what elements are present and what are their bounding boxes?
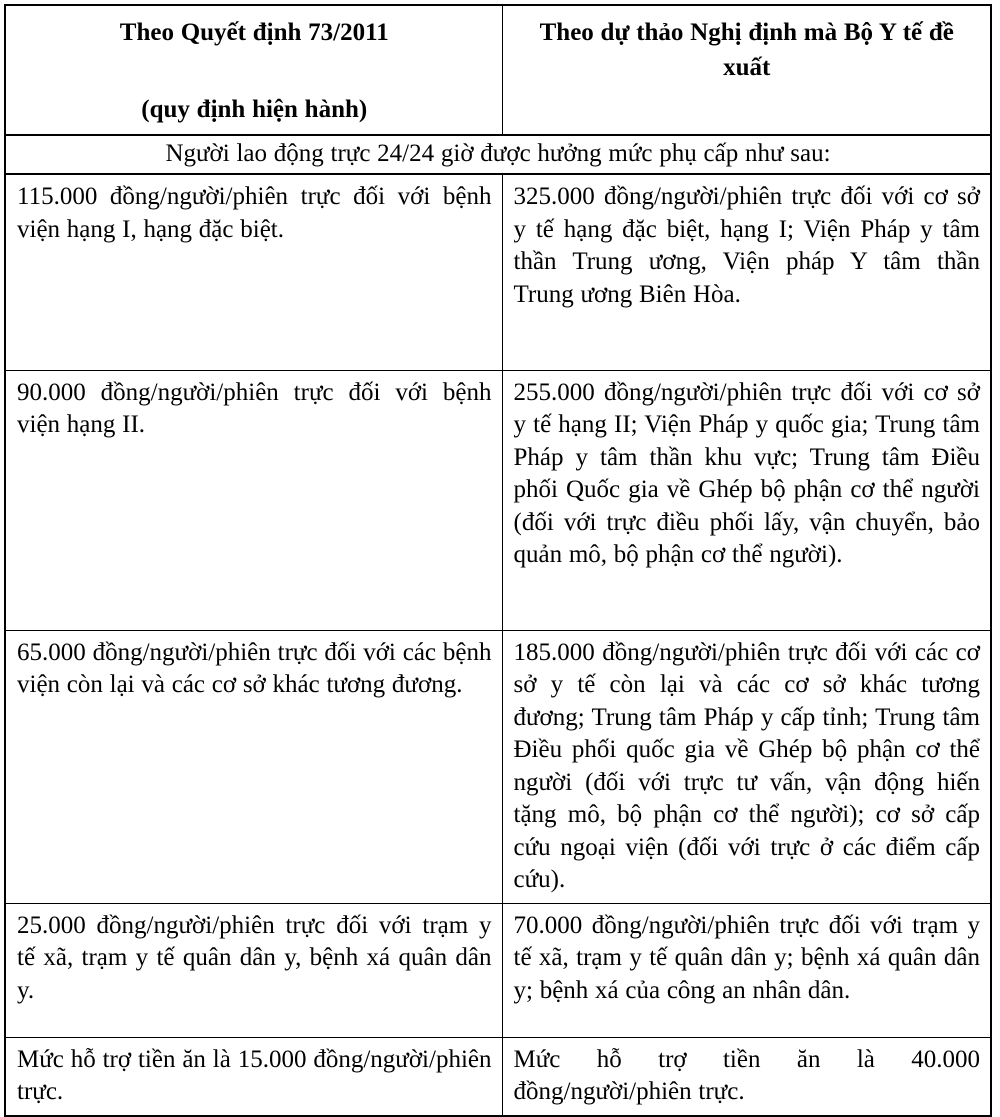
header-cell-proposal xyxy=(502,5,991,135)
cell-current-5-text: Mức hỗ trợ tiền ăn là 15.000 đồng/người/phiên trực. xyxy=(17,1045,492,1105)
cell-current-2 xyxy=(5,370,502,630)
cell-current-4 xyxy=(5,903,502,1037)
cell-current-1 xyxy=(5,174,502,370)
cell-current-4-text: 25.000 đồng/người/phiên trực đối với trạm y tế xã, trạm y tế quân dân y, bệnh xá quân dân y. xyxy=(17,911,492,1004)
comparison-table xyxy=(4,4,992,1117)
cell-current-5 xyxy=(5,1037,502,1116)
cell-current-1-text: 115.000 đồng/người/phiên trực đối với bệnh viện hạng I, hạng đặc biệt. xyxy=(17,183,492,243)
cell-proposal-2-text: 255.000 đồng/người/phiên trực đối với cơ sở y tế hạng II; Viện Pháp y quốc gia; Trung tâm Pháp y tâm thần khu vực; Trung tâm Điều phối Quốc gia về Ghép bộ phận cơ thể người (đối với trực điều phối lấy, vận chuyển, bảo quản mô, bộ phận cơ thể người). xyxy=(513,378,980,568)
header-current-line2: (quy định hiện hành) xyxy=(141,95,368,123)
banner-row xyxy=(5,135,991,174)
header-proposal-line1: Theo dự thảo Nghị định mà Bộ Y tế đề xuất xyxy=(539,19,954,81)
cell-proposal-1 xyxy=(502,174,991,370)
header-row xyxy=(5,5,991,135)
table-row xyxy=(5,630,991,903)
cell-proposal-3-text: 185.000 đồng/người/phiên trực đối với các cơ sở y tế còn lại và các cơ sở khác tương đương; Trung tâm Pháp y cấp tỉnh; Trung tâm Điều phối quốc gia về Ghép bộ phận cơ thể người (đối với trực tư vấn, vận động hiến tặng mô, bộ phận cơ thể người); cơ sở cấp cứu ngoại viện (đối với trực ở các điểm cấp cứu). xyxy=(513,638,980,893)
table-row xyxy=(5,174,991,370)
cell-proposal-2 xyxy=(502,370,991,630)
cell-proposal-1-text: 325.000 đồng/người/phiên trực đối với cơ sở y tế hạng đặc biệt, hạng I; Viện Pháp y tâm thần Trung ương, Viện pháp Y tâm thần Trung ương Biên Hòa. xyxy=(513,183,980,308)
cell-proposal-5 xyxy=(502,1037,991,1116)
cell-proposal-3 xyxy=(502,630,991,903)
cell-current-3-text: 65.000 đồng/người/phiên trực đối với các bệnh viện còn lại và các cơ sở khác tương đương. xyxy=(17,638,492,698)
banner-cell xyxy=(5,135,991,174)
table-body xyxy=(5,135,991,1116)
banner-text: Người lao động trực 24/24 giờ được hưởng mức phụ cấp như sau: xyxy=(165,140,831,167)
table-header xyxy=(5,5,991,135)
header-cell-current xyxy=(5,5,502,135)
header-current-line1: Theo Quyết định 73/2011 xyxy=(119,19,389,46)
cell-proposal-5-text: Mức hỗ trợ tiền ăn là 40.000 đồng/người/phiên trực. xyxy=(513,1045,980,1105)
table-row xyxy=(5,370,991,630)
cell-current-2-text: 90.000 đồng/người/phiên trực đối với bệnh viện hạng II. xyxy=(17,378,492,438)
cell-proposal-4-text: 70.000 đồng/người/phiên trực đối với trạm y tế xã, trạm y tế quân dân y; bệnh xá quân dân y; bệnh xá của công an nhân dân. xyxy=(513,911,980,1004)
cell-current-3 xyxy=(5,630,502,903)
table-row xyxy=(5,1037,991,1116)
cell-proposal-4 xyxy=(502,903,991,1037)
table-row xyxy=(5,903,991,1037)
